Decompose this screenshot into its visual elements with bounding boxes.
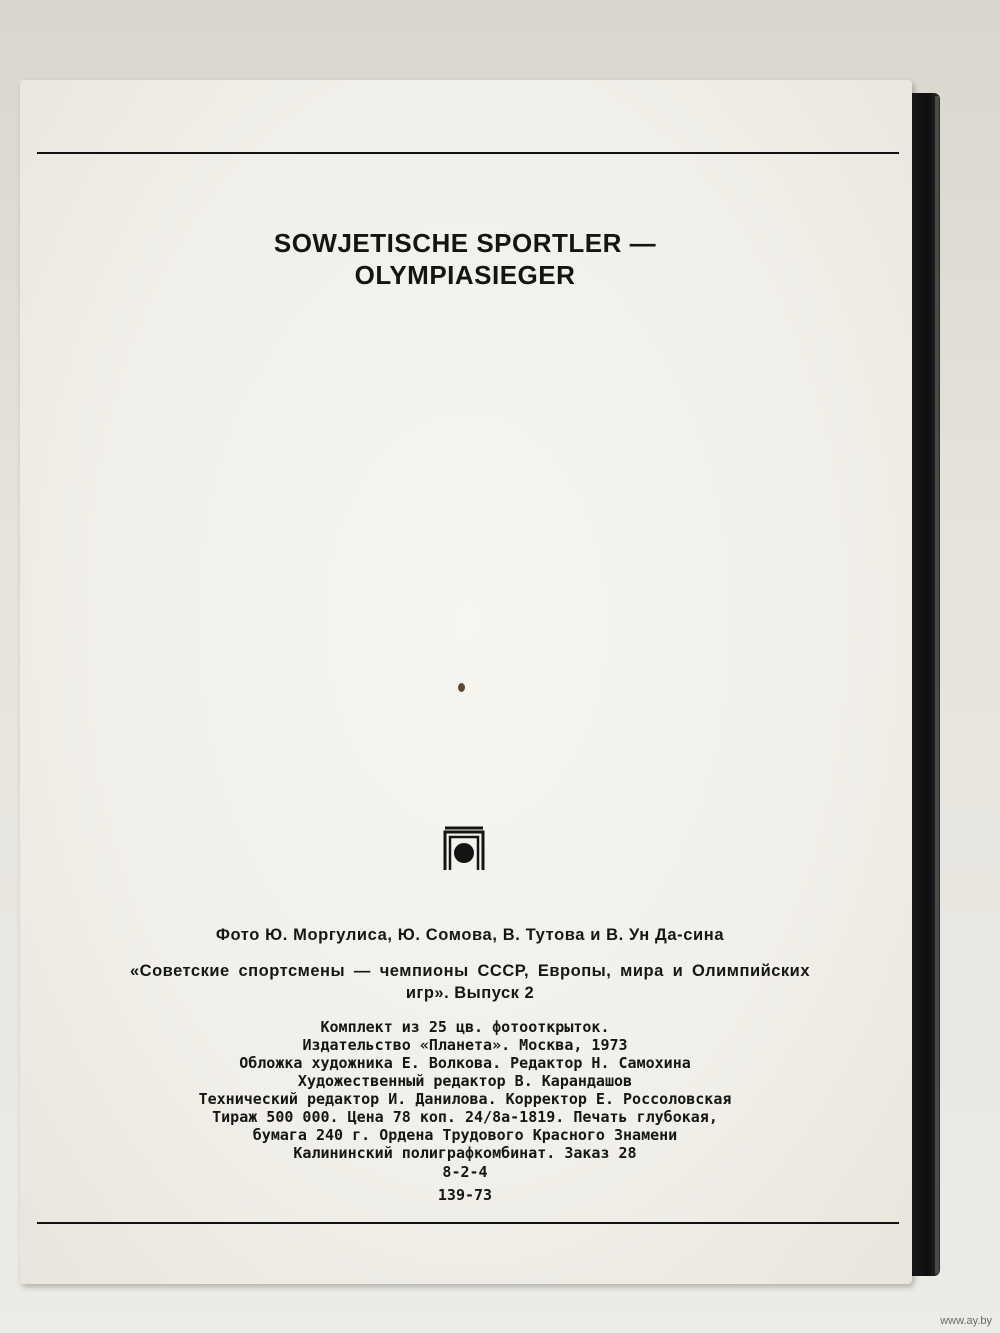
title-line-1: SOWJETISCHE SPORTLER — — [273, 228, 657, 258]
stain-speck — [458, 683, 465, 692]
imprint-line: Технический редактор И. Данилова. Корректор Е. Россоловская — [198, 1090, 732, 1108]
title-line-2: OLYMPIASIEGER — [354, 260, 576, 290]
imprint-line: Обложка художника Е. Волкова. Редактор Н. Самохина — [239, 1054, 691, 1072]
imprint-line: 139-73 — [437, 1186, 493, 1204]
imprint-line: Калининский полиграфкомбинат. Заказ 28 — [293, 1144, 637, 1162]
imprint-line: бумага 240 г. Ордена Трудового Красного Знамени — [252, 1126, 678, 1144]
imprint-line: Издательство «Планета». Москва, 1973 — [302, 1036, 628, 1054]
imprint-line: Комплект из 25 цв. фотооткрыток. — [320, 1018, 610, 1036]
watermark: www.ay.by — [940, 1315, 992, 1327]
bottom-rule — [37, 1222, 899, 1224]
publisher-logo-icon — [443, 826, 485, 872]
imprint-line: Тираж 500 000. Цена 78 коп. 24/8а-1819. Печать глубокая, — [212, 1108, 718, 1126]
photo-credits: Фото Ю. Моргулиса, Ю. Сомова, В. Тутова и В. Ун Да-сина — [215, 926, 725, 944]
imprint-line: Художественный редактор В. Карандашов — [297, 1072, 633, 1090]
imprint-line: 8-2-4 — [442, 1163, 488, 1181]
spine-edge — [935, 96, 939, 1274]
series-title: «Советские спортсмены — чемпионы СССР, Европы, мира и Олимпийских игр». Выпуск 2 — [130, 962, 810, 1002]
top-rule — [37, 152, 899, 154]
